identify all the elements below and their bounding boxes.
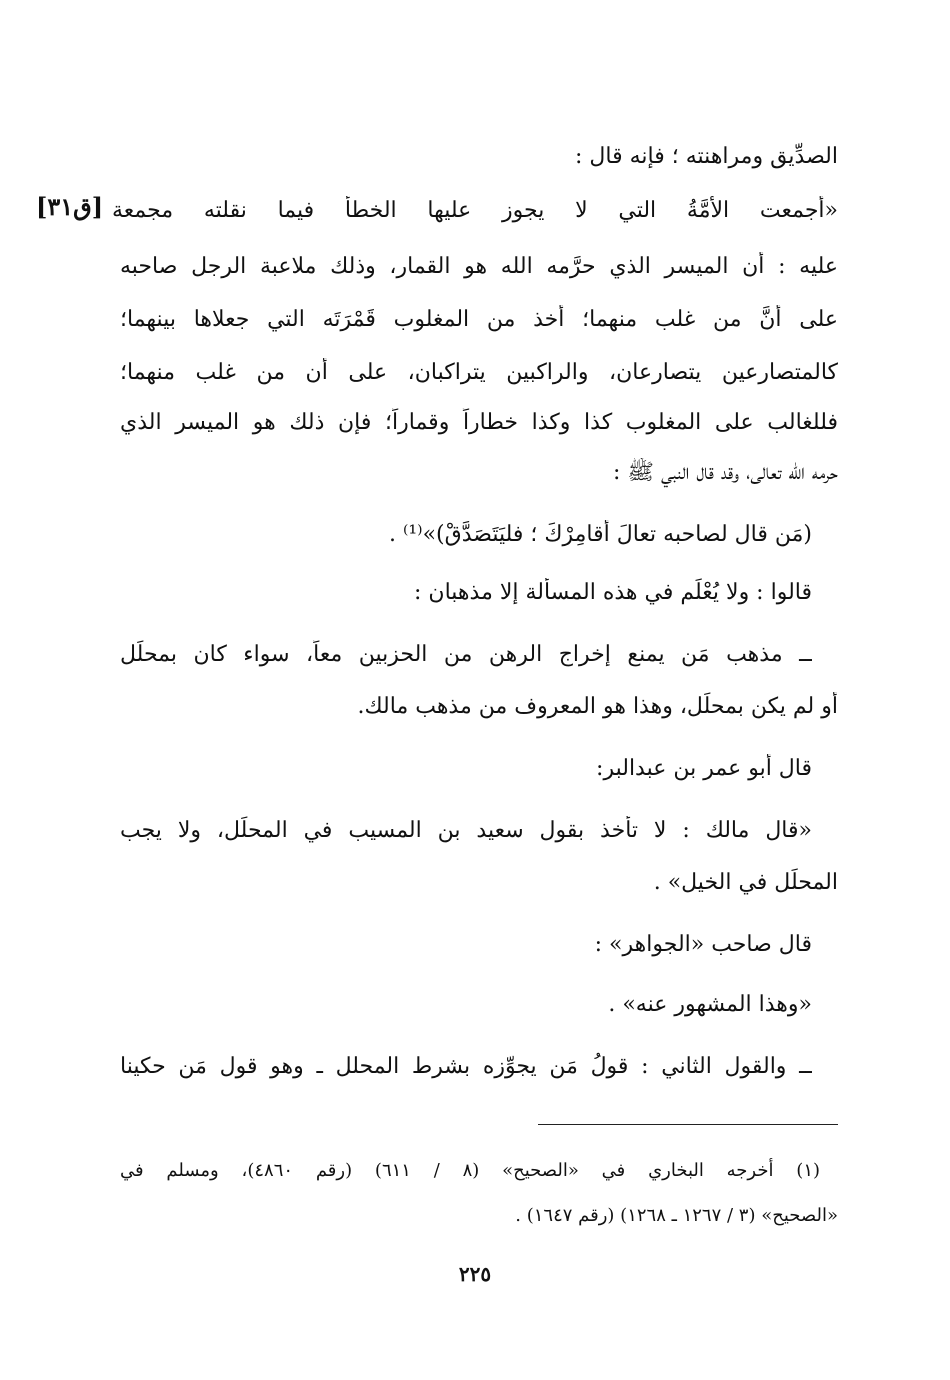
text-line-7: حرمه الله تعالى، وقد قال النبي ﷺ : — [613, 460, 838, 485]
hadith-quote: (مَن قال لصاحبه تعالَ أقامِرْكَ ؛ فليَتَصَدَّقْ)»⁽¹⁾ . — [388, 522, 812, 547]
footnote-separator — [538, 1124, 838, 1125]
text-line-17: ــ والقول الثاني : قولُ مَن يجوِّزه بشرط المحلل ـ وهو قول مَن حكينا — [120, 1054, 812, 1079]
page-number: ٢٢٥ — [458, 1262, 492, 1286]
margin-reference: [ق٣١] — [36, 192, 104, 221]
text-line-6: فللغالب على المغلوب كذا وكذا خطاراً وقماراً؛ فإن ذلك هو الميسر الذي — [120, 410, 838, 435]
text-line-14: المحلِّل في الخيل» . — [653, 870, 838, 895]
text-line-11: أو لم يكن بمحلِّل، وهذا هو المعروف من مذهب مالك. — [357, 694, 838, 719]
text-line-3: عليه : أن الميسر الذي حرَّمه الله هو القمار، وذلك ملاعبة الرجل صاحبه — [120, 254, 838, 279]
text-line-10: ــ مذهب مَن يمنع إخراج الرهن من الحزبين معاً، سواء كان بمحلِّل — [120, 642, 812, 667]
text-line-4: على أنَّ من غلب منهما؛ أخذ من المغلوب قَمْرَتَه التي جعلاها بينهما؛ — [120, 307, 838, 332]
footnote-line-2: «الصحيح» (٣ / ١٢٦٧ ـ ١٢٦٨) (رقم ١٦٤٧) . — [515, 1205, 838, 1226]
footnote-line-1: (١) أخرجه البخاري في «الصحيح» (٨ / ٦١١) (رقم ٤٨٦٠)، ومسلم في — [120, 1160, 820, 1181]
text-line-15: قال صاحب «الجواهر» : — [594, 932, 812, 957]
text-line-5: كالمتصارعين يتصارعان، والراكبين يتراكبان، على أن من غلب منهما؛ — [120, 360, 838, 385]
text-line-16: «وهذا المشهور عنه» . — [608, 992, 812, 1017]
text-line-9: قالوا : ولا يُعْلَم في هذه المسألة إلا مذهبان : — [414, 580, 812, 605]
text-line-1: الصدِّيق ومراهنته ؛ فإنه قال : — [575, 144, 838, 169]
text-line-13: «قال مالك : لا تأخذ بقول سعيد بن المسيب في المحلِّل، ولا يجب — [120, 818, 812, 843]
text-line-12: قال أبو عمر بن عبدالبر: — [596, 756, 812, 781]
text-line-2: «أجمعت الأمَّةُ التي لا يجوز عليها الخطأ فيما نقلته مجمعة — [112, 198, 838, 223]
